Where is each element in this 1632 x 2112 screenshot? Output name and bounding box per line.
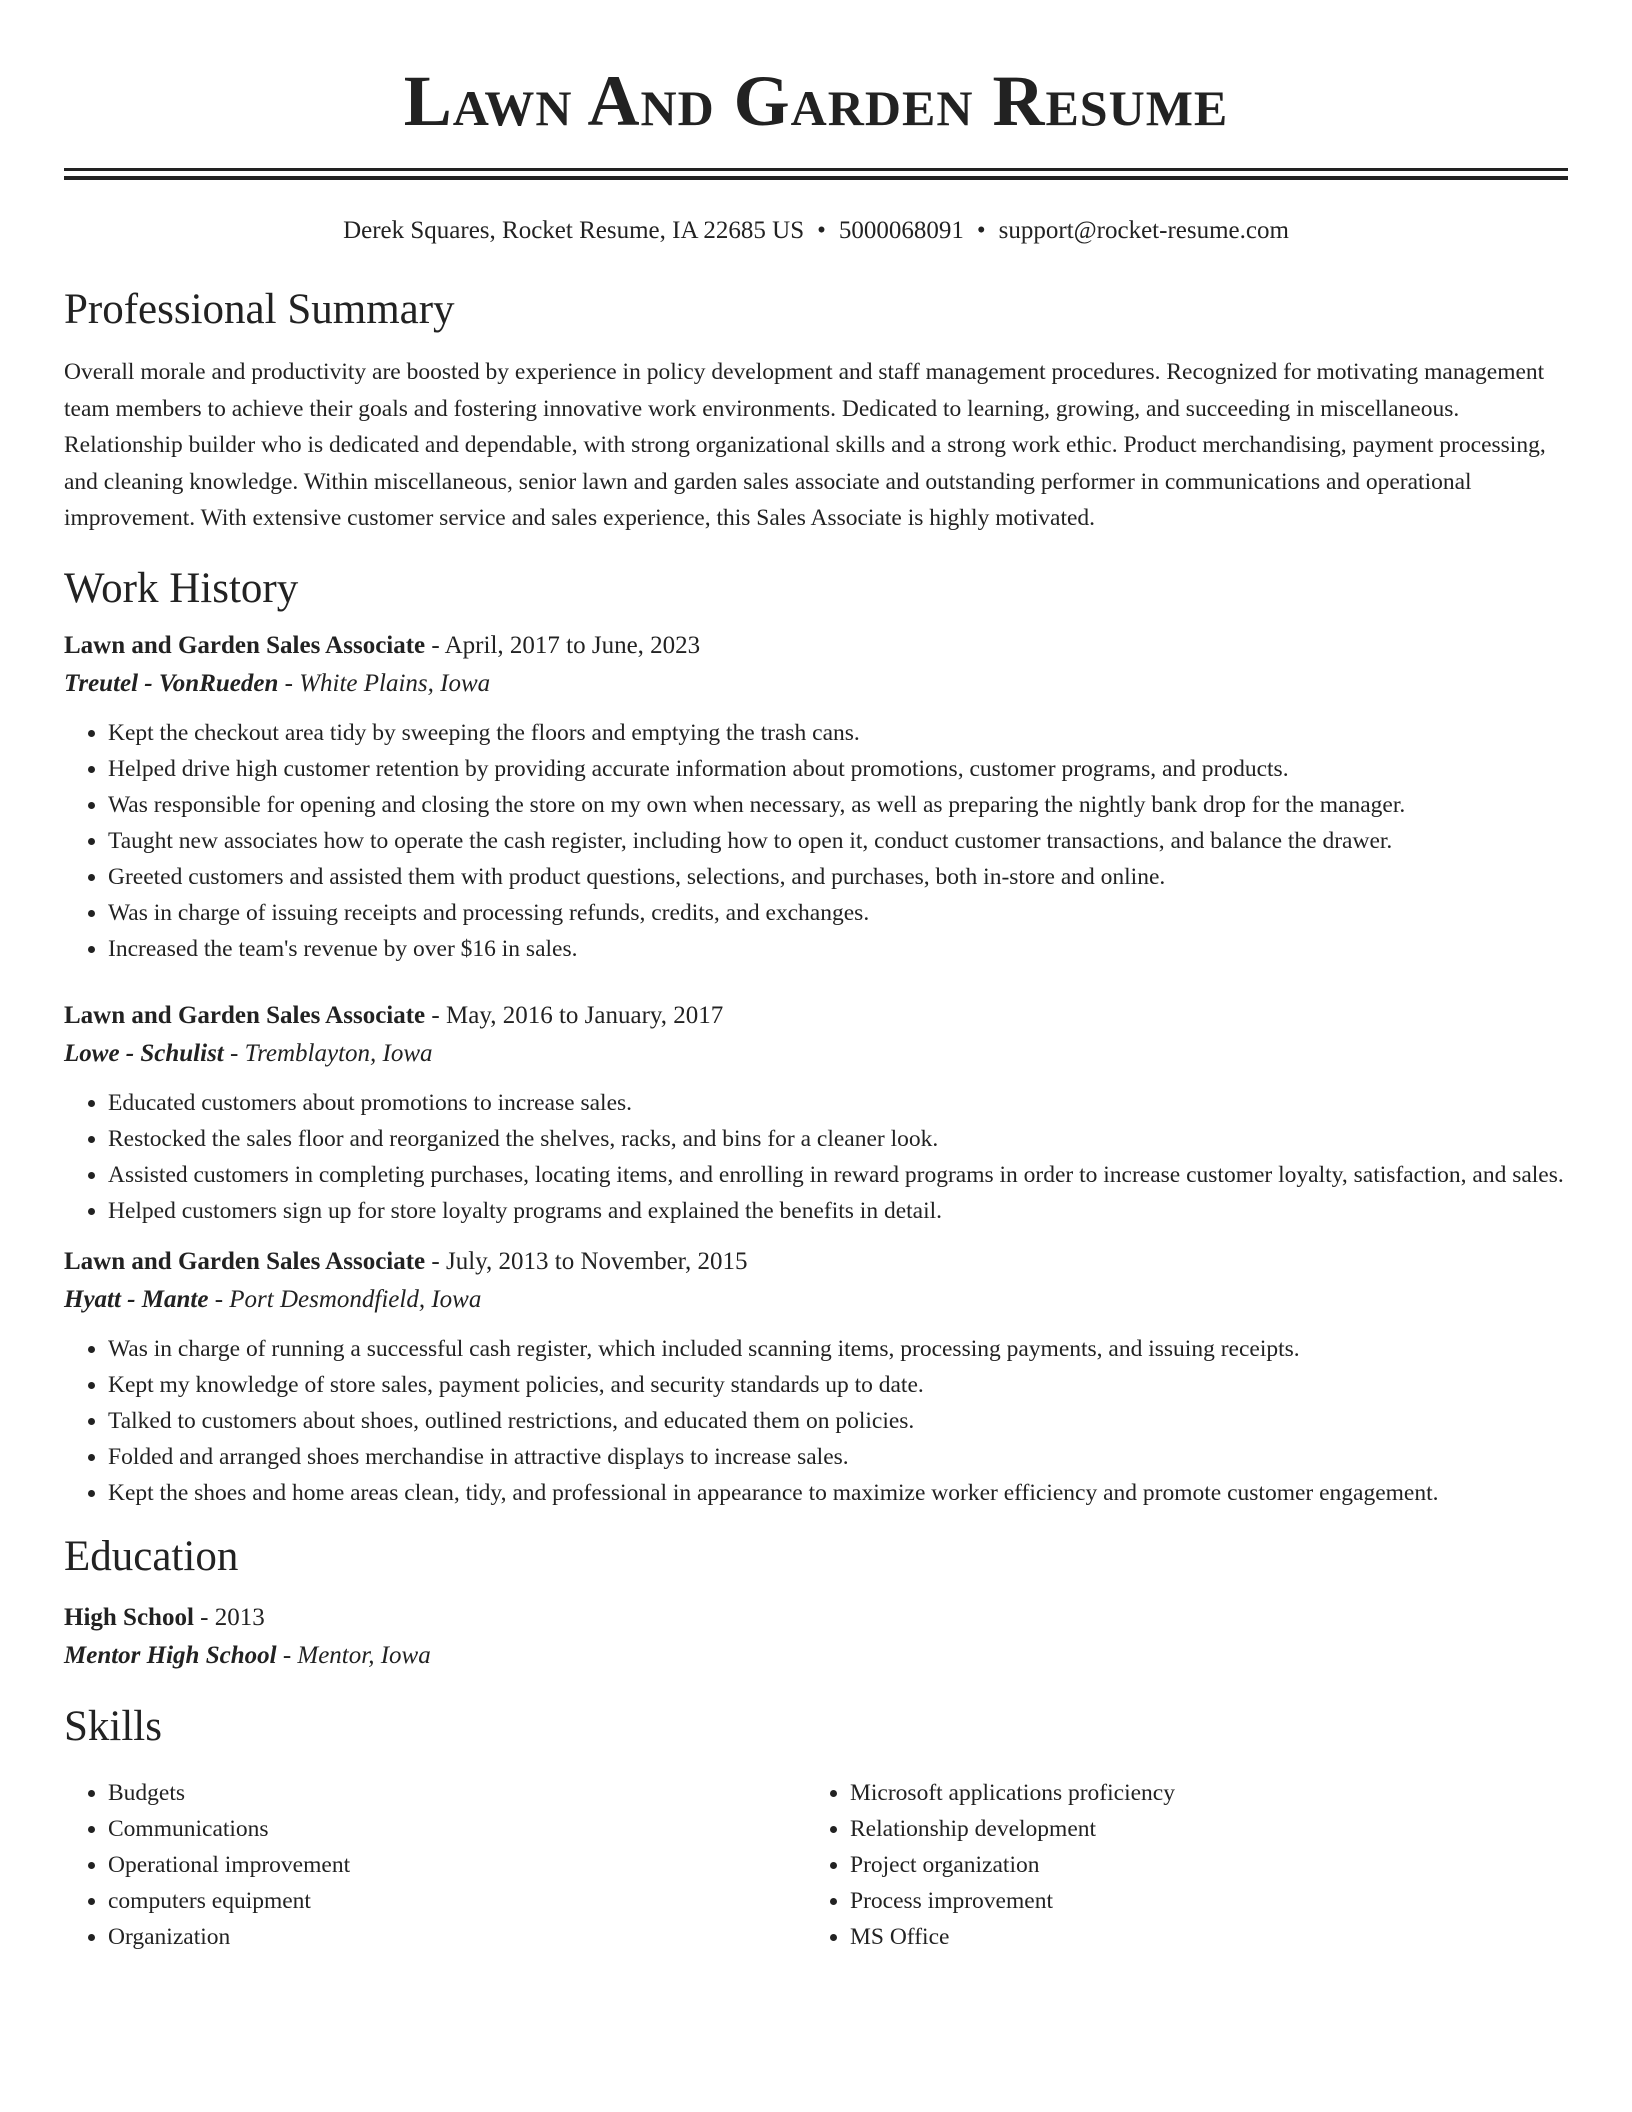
- job-title-line: [64, 1001, 1568, 1031]
- list-item: • Was in charge of running a successful cash register, which included scanning items, processing payments, and issuing receipts.: [108, 1331, 1568, 1367]
- work-history-list: [64, 631, 1568, 1511]
- job-role: Lawn and Garden Sales Associate: [64, 1001, 426, 1029]
- skill-item: • computers equipment: [108, 1883, 806, 1919]
- job-company-line: [64, 1285, 1568, 1315]
- job-bullets: [64, 1331, 1568, 1511]
- skill-item: • Operational improvement: [108, 1847, 806, 1883]
- contact-separator: •: [817, 217, 826, 244]
- skills-heading: Skills: [64, 1702, 162, 1750]
- job-role: Lawn and Garden Sales Associate: [64, 631, 426, 659]
- skill-item: • Communications: [108, 1811, 806, 1847]
- list-item: • Increased the team's revenue by over $16 in sales.: [108, 931, 1568, 967]
- job-location: - Port Desmondfield, Iowa: [208, 1285, 482, 1313]
- job-role: Lawn and Garden Sales Associate: [64, 1247, 426, 1275]
- job-entry: [64, 631, 1568, 967]
- job-title-line: [64, 631, 1568, 661]
- list-item: • Restocked the sales floor and reorganized the shelves, racks, and bins for a cleaner look.: [108, 1121, 1568, 1157]
- job-company-line: [64, 1039, 1568, 1069]
- list-item: • Kept the shoes and home areas clean, tidy, and professional in appearance to maximize worker efficiency and promote customer engagement.: [108, 1475, 1568, 1511]
- education-school: Mentor High School: [64, 1641, 277, 1669]
- list-item: • Kept the checkout area tidy by sweeping the floors and emptying the trash cans.: [108, 715, 1568, 751]
- job-location: - White Plains, Iowa: [278, 669, 491, 697]
- job-dates: - April, 2017 to June, 2023: [425, 631, 701, 659]
- title-divider: [64, 168, 1568, 180]
- job-dates: - May, 2016 to January, 2017: [425, 1001, 724, 1029]
- list-item: • Was in charge of issuing receipts and processing refunds, credits, and exchanges.: [108, 895, 1568, 931]
- list-item: • Greeted customers and assisted them with product questions, selections, and purchases, both in-store and online.: [108, 859, 1568, 895]
- education-degree: High School: [64, 1603, 194, 1631]
- contact-phone: 5000068091: [838, 217, 964, 244]
- job-entry: [64, 1001, 1568, 1229]
- job-bullets: [64, 1085, 1568, 1229]
- job-title-line: [64, 1247, 1568, 1277]
- job-company-line: [64, 669, 1568, 699]
- work-history-heading: Work History: [64, 564, 299, 612]
- job-company: Hyatt - Mante: [64, 1285, 209, 1313]
- job-entry: [64, 1247, 1568, 1511]
- education-heading: Education: [64, 1532, 239, 1580]
- skill-item: • Relationship development: [850, 1811, 1548, 1847]
- job-company: Lowe - Schulist: [64, 1039, 224, 1067]
- education-location: - Mentor, Iowa: [276, 1641, 431, 1669]
- contact-address: Derek Squares, Rocket Resume, IA 22685 US: [343, 217, 805, 244]
- list-item: • Taught new associates how to operate the cash register, including how to open it, conduct customer transactions, and balance the drawer.: [108, 823, 1568, 859]
- skills-column-left: [64, 1775, 806, 1955]
- summary-heading: Professional Summary: [64, 286, 455, 333]
- job-dates: - July, 2013 to November, 2015: [425, 1247, 748, 1275]
- resume-title: Lawn And Garden Resume: [403, 61, 1229, 141]
- education-school-line: [64, 1641, 1568, 1671]
- job-bullets: [64, 715, 1568, 967]
- skill-item: • Process improvement: [850, 1883, 1548, 1919]
- job-location: - Tremblayton, Iowa: [223, 1039, 433, 1067]
- skill-item: • Microsoft applications proficiency: [850, 1775, 1548, 1811]
- skill-item: • Budgets: [108, 1775, 806, 1811]
- list-item: • Talked to customers about shoes, outlined restrictions, and educated them on policies.: [108, 1403, 1568, 1439]
- skill-item: • Organization: [108, 1919, 806, 1955]
- skills-column-right: [806, 1775, 1548, 1955]
- summary-text: Overall morale and productivity are boosted by experience in policy development and staff management procedures. Recognized for motivating management team members to achieve their goals and fostering innovative work environments. Dedicated to learning, growing, and succeeding in miscellaneous. Relationship builder who is dedicated and dependable, with strong organizational skills and a strong work ethic. Product merchandising, payment processing, and cleaning knowledge. Within miscellaneous, senior lawn and garden sales associate and outstanding performer in communications and operational improvement. With extensive customer service and sales experience, this Sales Associate is highly motivated.: [64, 359, 1546, 531]
- job-company: Treutel - VonRueden: [64, 669, 279, 697]
- skill-item: • MS Office: [850, 1919, 1548, 1955]
- list-item: • Kept my knowledge of store sales, payment policies, and security standards up to date.: [108, 1367, 1568, 1403]
- education-degree-line: [64, 1603, 1568, 1633]
- list-item: • Helped drive high customer retention by providing accurate information about promotions, customer programs, and products.: [108, 751, 1568, 787]
- list-item: • Assisted customers in completing purchases, locating items, and enrolling in reward programs in order to increase customer loyalty, satisfaction, and sales.: [108, 1157, 1568, 1193]
- contact-email: support@rocket-resume.com: [998, 217, 1289, 244]
- list-item: • Educated customers about promotions to increase sales.: [108, 1085, 1568, 1121]
- skill-item: • Project organization: [850, 1847, 1548, 1883]
- contact-line: [64, 216, 1568, 246]
- education-entry: [64, 1603, 1568, 1671]
- list-item: • Was responsible for opening and closing the store on my own when necessary, as well as preparing the nightly bank drop for the manager.: [108, 787, 1568, 823]
- skills-list: [64, 1775, 1568, 1955]
- education-year: - 2013: [193, 1603, 265, 1631]
- list-item: • Folded and arranged shoes merchandise in attractive displays to increase sales.: [108, 1439, 1568, 1475]
- list-item: • Helped customers sign up for store loyalty programs and explained the benefits in detail.: [108, 1193, 1568, 1229]
- contact-separator: •: [976, 217, 986, 244]
